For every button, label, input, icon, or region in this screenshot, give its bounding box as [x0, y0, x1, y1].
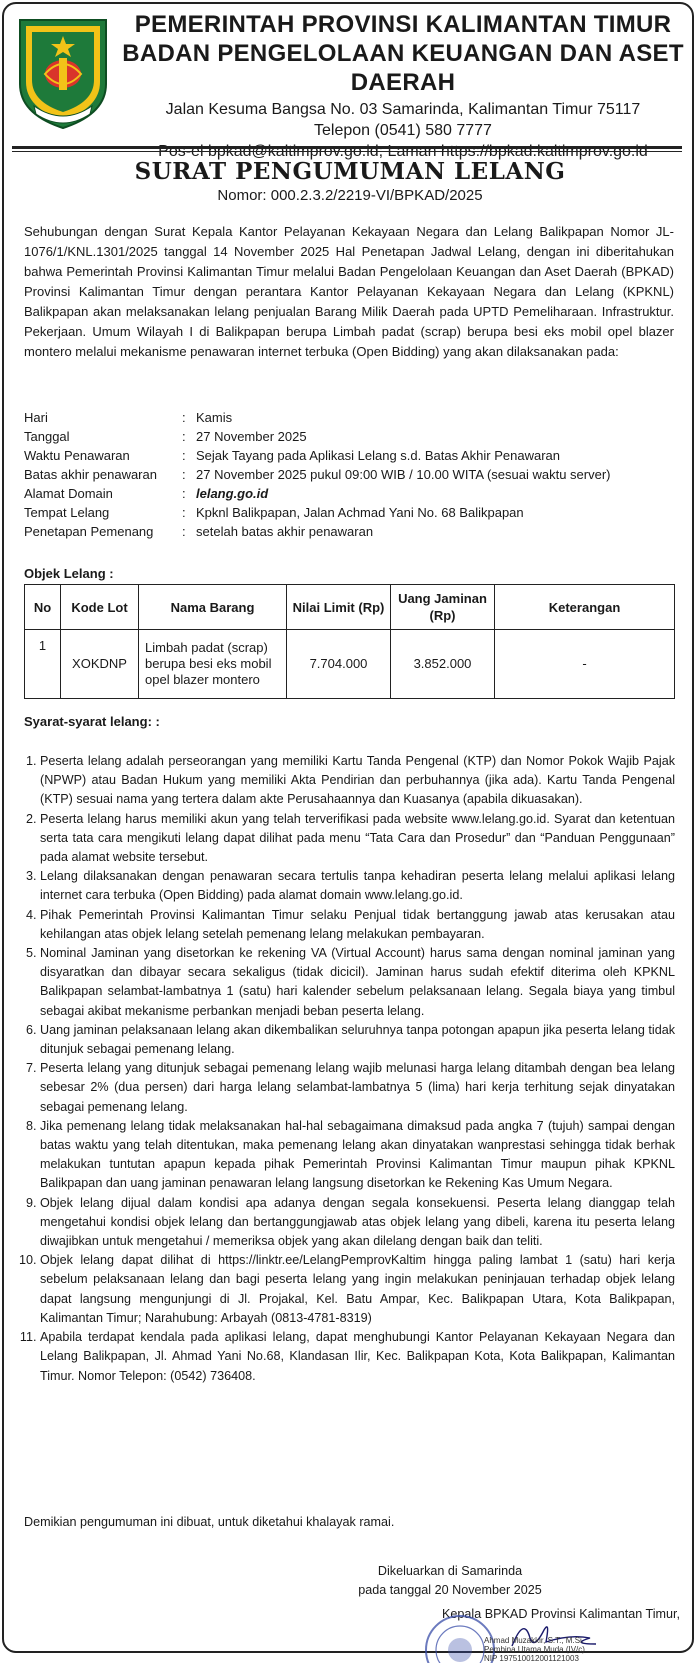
header-divider-thick [12, 146, 682, 149]
column-header: Kode Lot [61, 585, 139, 630]
list-item: 3. Lelang dilaksanakan dengan penawaran secara tertulis tanpa kehadiran peserta lelang melalui aplikasi lelang internet cara terbuka (Open Bidding) pada alamat domain www.lelang.go.id. [40, 867, 675, 905]
letterhead-address: Jalan Kesuma Bangsa No. 03 Samarinda, Kalimantan Timur 75117 [165, 101, 641, 118]
detail-value: Sejak Tayang pada Aplikasi Lelang s.d. Batas Akhir Penawaran [196, 448, 560, 463]
objek-heading: Objek Lelang : [24, 566, 114, 581]
detail-separator: : [182, 524, 186, 539]
column-header: Uang Jaminan (Rp) [391, 585, 495, 630]
table-header-row [25, 585, 675, 630]
list-item: 6. Uang jaminan pelaksanaan lelang akan dikembalikan seluruhnya tanpa potongan apapun jika peserta lelang tidak ditunjuk sebagai pemenang lelang. [40, 1021, 675, 1059]
auction-details [24, 408, 674, 541]
syarat-heading: Syarat-syarat lelang: : [24, 714, 160, 729]
domain-link[interactable]: lelang.go.id [196, 486, 269, 501]
detail-separator: : [182, 429, 186, 444]
detail-label: Batas akhir penawaran [24, 467, 157, 482]
detail-row [24, 465, 674, 484]
list-item: 10. Objek lelang dapat dilihat di https://linktr.ee/LelangPemprovKaltim hingga paling lambat 1 (satu) hari kerja sebelum pelaksanaan lelang dan bagi peserta lelang yang ingin melakukan peninjauan terhadap objek lelang dapat langsung mengunjungi di Jl. Projakal, Kel. Batu Ampar, Kec. Balikpapan Utara, Kota Balikpapan, Kalimantan Timur; Narahubung: Arbayah (0813-4781-8319) [40, 1251, 675, 1328]
column-header: Keterangan [495, 585, 675, 630]
issue-place-date [300, 1562, 600, 1600]
signatory-nip: NIP 197510012001121003 [484, 1654, 579, 1663]
detail-label: Tanggal [24, 429, 70, 444]
detail-row [24, 503, 674, 522]
letterhead-government: PEMERINTAH PROVINSI KALIMANTAN TIMUR [134, 11, 672, 38]
syarat-list [24, 752, 675, 1386]
detail-row [24, 427, 674, 446]
intro-paragraph: Sehubungan dengan Surat Kepala Kantor Pelayanan Kekayaan Negara dan Lelang Balikpapan Nomor JL-1076/1/KNL.1301/2025 tanggal 14 November 2025 Hal Penetapan Jadwal Lelang, dengan ini diberitahukan bahwa Pemerintah Provinsi Kalimantan Timur melalui Badan Pengelolaan Keuangan dan Aset Daerah (BPKAD) Provinsi Kalimantan Timur dengan perantara Kantor Pelayanan Kekayaan Negara dan Lelang (KPKNL) Balikpapan akan melaksanakan lelang penjualan Barang Milik Daerah pada UPTD Pemeliharaan. Infrastruktur. Pekerjaan. Umum Wilayah I di Balikpapan berupa Limbah padat (scrap) berupa besi eks mobil opel blazer montero melalui mekanisme penawaran internet terbuka (Open Bidding) yang akan dilaksanakan pada: [24, 224, 674, 359]
list-item: 11. Apabila terdapat kendala pada aplikasi lelang, dapat menghubungi Kantor Pelayanan Kekayaan Negara dan Lelang Balikpapan, Jl. Ahmad Yani No.68, Klandasan Ilir, Kec. Balikpapan Kota, Kota Balikpapan, Kalimantan Timur. Nomor Telepon: (0542) 736408. [40, 1328, 675, 1386]
signatory-position: Kepala BPKAD Provinsi Kalimantan Timur, [442, 1607, 680, 1621]
column-header: Nilai Limit (Rp) [287, 585, 391, 630]
detail-separator: : [182, 448, 186, 463]
detail-separator: : [182, 505, 186, 520]
list-item: 2. Peserta lelang harus memiliki akun yang telah terverifikasi pada website www.lelang.go.id. Syarat dan ketentuan serta tata cara mengikuti lelang dapat dilihat pada menu “Tata Cara dan Prosedur” dan “Panduan Penggunaan” pada alamat website tersebut. [40, 810, 675, 868]
cell-uang-jaminan: 3.852.000 [391, 630, 495, 699]
detail-value: 27 November 2025 pukul 09:00 WIB / 10.00 WITA (sesuai waktu server) [196, 467, 611, 482]
detail-separator: : [182, 486, 186, 501]
table-row [25, 630, 675, 699]
detail-label: Waktu Penawaran [24, 448, 130, 463]
issue-place: Dikeluarkan di Samarinda [377, 1564, 523, 1578]
cell-nilai-limit: 7.704.000 [287, 630, 391, 699]
letterhead-contact: Pos-el bpkad@kaltimprov.go.id; Laman https://bpkad.kaltimprov.go.id [158, 143, 648, 160]
signatory-rank: Pembina Utama Muda (IV/c) [484, 1645, 585, 1654]
list-item: 8. Jika pemenang lelang tidak melaksanakan hal-hal sebagaimana dimaksud pada angka 7 (tujuh) sampai dengan batas waktu yang telah ditentukan, maka pemenang lelang akan dinyatakan wanprestasi sehingga tidak berhak melakukan tuntutan apapun kepada pihak Pemerintah Provinsi Kalimantan Timur maupun pihak KPKNL Balikpapan dan uang jaminan penawaran lelang langsung disetorkan ke Rekening Kas Umum Negara. [40, 1117, 675, 1194]
cell-nama-barang: Limbah padat (scrap) berupa besi eks mobil opel blazer montero [139, 630, 287, 699]
closing-statement: Demikian pengumuman ini dibuat, untuk diketahui khalayak ramai. [24, 1515, 395, 1529]
document-number: Nomor: 000.2.3.2/2219-VI/BPKAD/2025 [217, 187, 483, 204]
detail-row [24, 446, 674, 465]
detail-value: Kpknl Balikpapan, Jalan Achmad Yani No. 68 Balikpapan [196, 505, 524, 520]
signatory-name: Ahmad Muzakkir, S.T., M.Si. [484, 1636, 585, 1645]
detail-row [24, 408, 674, 427]
letterhead [118, 10, 688, 162]
list-item: 5. Nominal Jaminan yang disetorkan ke rekening VA (Virtual Account) harus sama dengan nominal jaminan yang disyaratkan dan dibayar secara sekaligus (tidak dicicil). Jaminan harus sudah efektif diterima oleh KPKNL Balikpapan selambat-lambatnya 1 (satu) hari kalender sebelum pelaksanaan lelang. Segala biaya yang timbul sebagai akibat mekanisme perbankan menjadi beban peserta lelang. [40, 944, 675, 1021]
detail-row [24, 522, 674, 541]
issue-date: pada tanggal 20 November 2025 [358, 1583, 542, 1597]
cell-no: 1 [25, 630, 61, 699]
letterhead-agency: BADAN PENGELOLAAN KEUANGAN DAN ASET DAERAH [122, 40, 684, 96]
cell-kode-lot: XOKDNP [61, 630, 139, 699]
list-item: 7. Peserta lelang yang ditunjuk sebagai pemenang lelang wajib melunasi harga lelang ditambah dengan bea lelang sebesar 2% (dua persen) dari harga lelang selambat-lambatnya 5 (lima) hari kerja terhitung sejak dinyatakan sebagai pemenang lelang. [40, 1059, 675, 1117]
letterhead-phone: Telepon (0541) 580 7777 [314, 122, 492, 139]
detail-label: Hari [24, 410, 48, 425]
column-header: No [25, 585, 61, 630]
list-item: 9. Objek lelang dijual dalam kondisi apa adanya dengan segala konsekuensi. Peserta lelang dianggap telah mengetahui kondisi objek lelang dan bertanggungjawab atas objek lelang yang dibeli, karena itu peserta lelang diwajibkan untuk mengetahui / memeriksa objek yang akan dilelang dengan baik dan teliti. [40, 1194, 675, 1252]
detail-label: Tempat Lelang [24, 505, 110, 520]
objek-table [24, 584, 675, 699]
detail-separator: : [182, 467, 186, 482]
header-divider-thin [12, 151, 682, 152]
detail-label: Penetapan Pemenang [24, 524, 154, 539]
column-header: Nama Barang [139, 585, 287, 630]
detail-value: setelah batas akhir penawaran [196, 524, 374, 539]
cell-keterangan: - [495, 630, 675, 699]
detail-separator: : [182, 410, 186, 425]
detail-value: 27 November 2025 [196, 429, 307, 444]
list-item: 1. Peserta lelang adalah perseorangan yang memiliki Kartu Tanda Pengenal (KTP) dan Nomor Pokok Wajib Pajak (NPWP) atau Badan Hukum yang memiliki Akta Pendirian dan perbuhannya (jika ada). Kartu Tanda Pengenal (KTP) sesuai nama yang tertera dalam akte Perusahaannya dan Kuasanya (apabila dikuasakan). [40, 752, 675, 810]
list-item: 4. Pihak Pemerintah Provinsi Kalimantan Timur selaku Penjual tidak bertanggung jawab atas kerusakan atau kehilangan atas objek lelang setelah pemenang lelang melakukan pembayaran. [40, 906, 675, 944]
detail-value: Kamis [196, 410, 233, 425]
detail-row [24, 484, 674, 503]
provincial-emblem-icon [14, 14, 112, 132]
detail-label: Alamat Domain [24, 486, 113, 501]
document-title: SURAT PENGUMUMAN LELANG [134, 158, 566, 185]
